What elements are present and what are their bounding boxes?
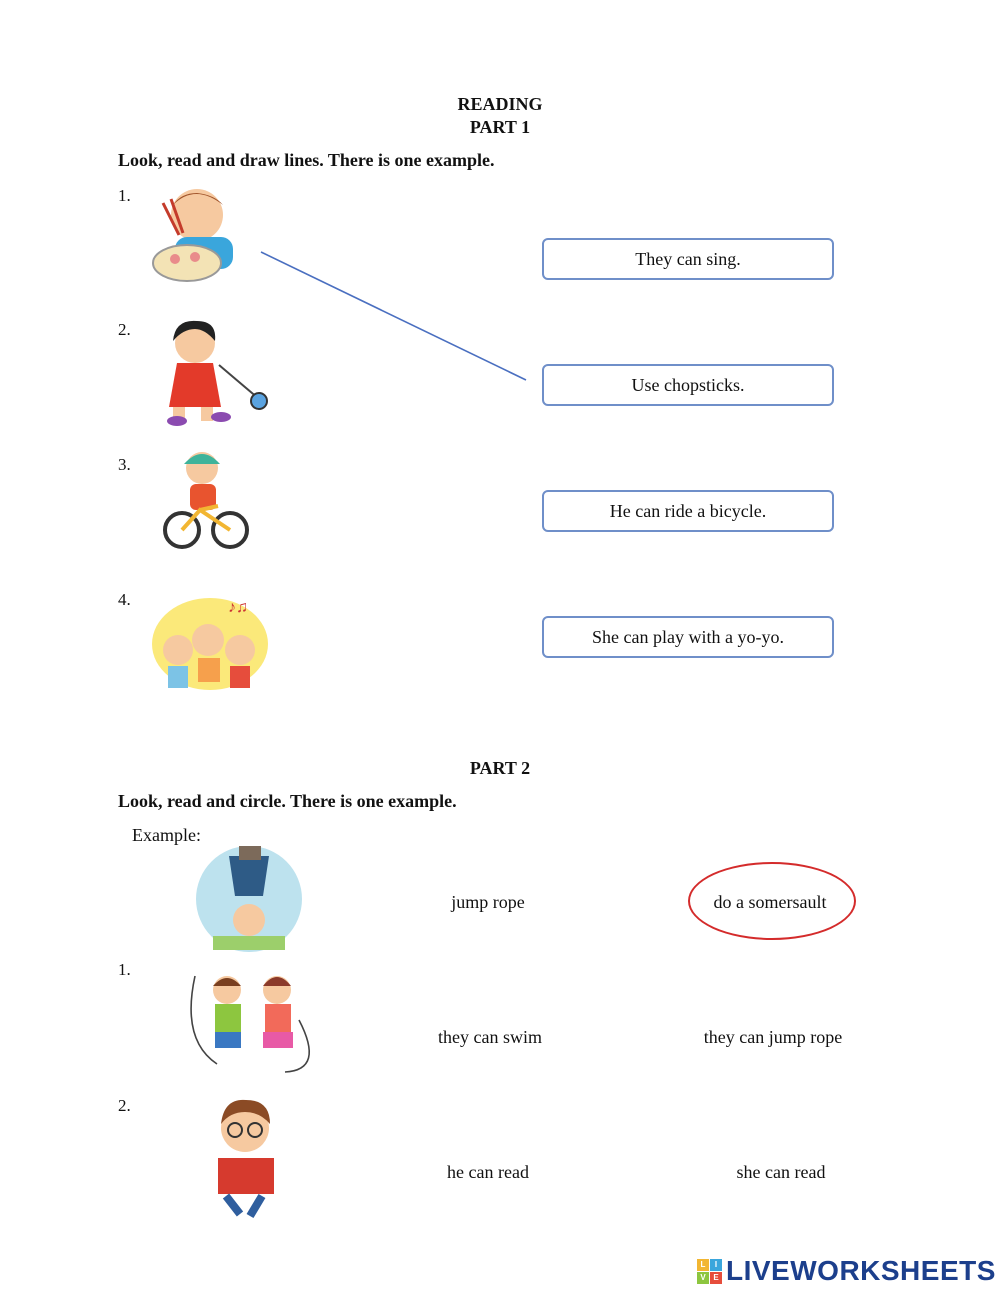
logo-blocks bbox=[697, 1259, 722, 1284]
item-number-2: 2. bbox=[118, 320, 131, 339]
page-title: READING bbox=[457, 94, 543, 114]
svg-text:♪♫: ♪♫ bbox=[228, 599, 248, 616]
example-answer-circle bbox=[688, 862, 856, 940]
children-singing-icon bbox=[148, 592, 273, 707]
answer-box-3[interactable] bbox=[542, 490, 834, 532]
children-jumping-rope-icon bbox=[175, 960, 325, 1085]
logo-block-e: E bbox=[710, 1272, 722, 1284]
answer-box-4[interactable] bbox=[542, 616, 834, 658]
row1-option-a[interactable]: they can swim bbox=[438, 1027, 542, 1047]
example-label: Example: bbox=[132, 825, 201, 845]
row2-option-b[interactable]: she can read bbox=[736, 1162, 826, 1182]
answer-box-2[interactable] bbox=[542, 364, 834, 406]
answer-box-3-label: He can ride a bicycle. bbox=[609, 500, 767, 521]
example-match-line bbox=[0, 0, 1000, 420]
part2-instruction: Look, read and circle. There is one example. bbox=[118, 791, 457, 811]
answer-box-1[interactable] bbox=[542, 238, 834, 280]
item-number-4: 4. bbox=[118, 590, 131, 609]
answer-box-2-label: Use chopsticks. bbox=[631, 374, 745, 395]
p2-number-2: 2. bbox=[118, 1096, 131, 1115]
row2-option-a[interactable]: he can read bbox=[447, 1162, 529, 1182]
answer-box-4-label: She can play with a yo-yo. bbox=[592, 626, 784, 647]
example-option-b[interactable]: do a somersault bbox=[713, 892, 827, 912]
row1-option-b[interactable]: they can jump rope bbox=[703, 1027, 843, 1047]
child-riding-bicycle-icon bbox=[160, 448, 250, 553]
boy-reading-book-icon bbox=[208, 1096, 283, 1222]
part1-instruction: Look, read and draw lines. There is one example. bbox=[118, 150, 495, 170]
p2-number-1: 1. bbox=[118, 960, 131, 979]
logo-block-v: V bbox=[697, 1272, 709, 1284]
answer-box-1-label: They can sing. bbox=[635, 248, 741, 269]
item-number-3: 3. bbox=[118, 455, 131, 474]
part1-title: PART 1 bbox=[469, 117, 531, 137]
child-somersault-icon bbox=[193, 846, 305, 952]
part2-title: PART 2 bbox=[469, 758, 531, 778]
brand-name: LIVEWORKSHEETS bbox=[726, 1255, 996, 1286]
logo-block-i: I bbox=[710, 1259, 722, 1271]
liveworksheets-logo bbox=[697, 1254, 996, 1288]
logo-block-l: L bbox=[697, 1259, 709, 1271]
item-number-1: 1. bbox=[118, 186, 131, 205]
example-option-a[interactable]: jump rope bbox=[451, 892, 525, 912]
